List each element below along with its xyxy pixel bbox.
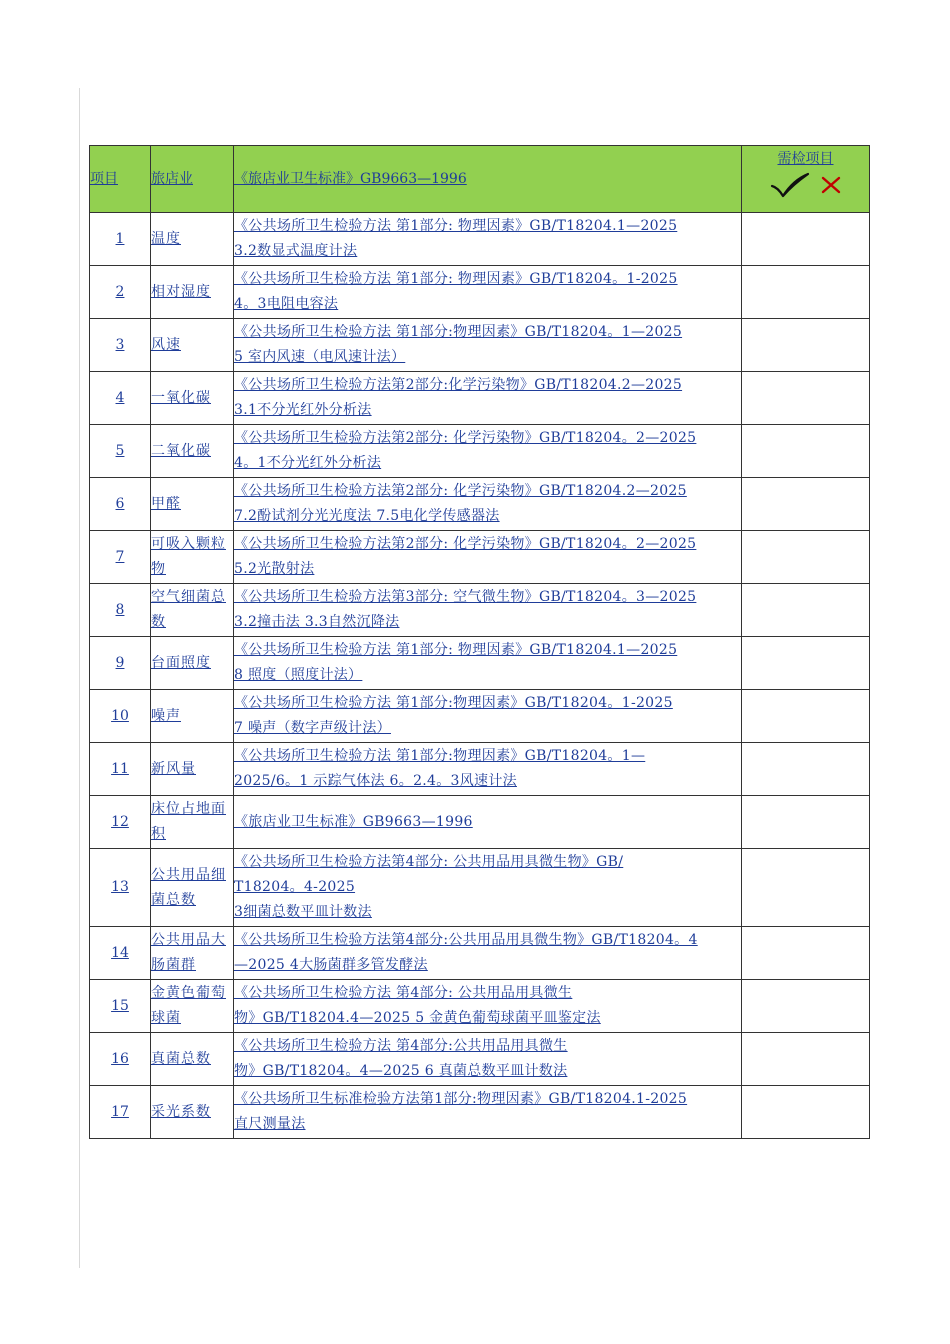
row-required-check[interactable] bbox=[742, 425, 870, 478]
row-required-check[interactable] bbox=[742, 531, 870, 584]
method-line[interactable]: 4。3电阻电容法 bbox=[234, 296, 339, 312]
row-number[interactable]: 13 bbox=[90, 849, 151, 927]
method-line[interactable]: 2025/6。1 示踪气体法 6。2.4。3风速计法 bbox=[234, 773, 517, 789]
method-line[interactable]: 《公共场所卫生检验方法第4部分: 公共用品用具微生物》GB/ bbox=[234, 854, 624, 870]
table-row bbox=[90, 743, 870, 796]
row-item-name[interactable]: 新风量 bbox=[151, 743, 234, 796]
method-line[interactable]: 《旅店业卫生标准》GB9663—1996 bbox=[234, 813, 473, 830]
method-line[interactable]: 《公共场所卫生检验方法第2部分: 化学污染物》GB/T18204。2—2025 bbox=[234, 430, 697, 446]
table-row bbox=[90, 319, 870, 372]
method-line[interactable]: 《公共场所卫生检验方法第4部分:公共用品用具微生物》GB/T18204。4 bbox=[234, 932, 698, 948]
table-row bbox=[90, 849, 870, 927]
row-item-name[interactable]: 二氧化碳 bbox=[151, 425, 234, 478]
row-item-name[interactable]: 甲醛 bbox=[151, 478, 234, 531]
method-line[interactable]: 《公共场所卫生标准检验方法第1部分:物理因素》GB/T18204.1-2025 bbox=[234, 1091, 688, 1107]
row-required-check[interactable] bbox=[742, 980, 870, 1033]
method-line[interactable]: —2025 4大肠菌群多管发酵法 bbox=[234, 957, 428, 973]
row-item-name[interactable]: 台面照度 bbox=[151, 637, 234, 690]
method-line[interactable]: 《公共场所卫生检验方法 第1部分:物理因素》GB/T18204。1—2025 bbox=[234, 324, 683, 340]
method-line[interactable]: 7 噪声（数字声级计法） bbox=[234, 720, 391, 736]
method-line[interactable]: 物》GB/T18204。4—2025 6 真菌总数平皿计数法 bbox=[234, 1063, 568, 1079]
row-number[interactable]: 1 bbox=[90, 213, 151, 266]
method-line[interactable]: 3.2撞击法 3.3自然沉降法 bbox=[234, 614, 400, 630]
row-required-check[interactable] bbox=[742, 1086, 870, 1139]
row-test-method[interactable] bbox=[234, 266, 742, 319]
table-row bbox=[90, 531, 870, 584]
row-test-method[interactable] bbox=[234, 319, 742, 372]
row-required-check[interactable] bbox=[742, 266, 870, 319]
row-item-name[interactable]: 采光系数 bbox=[151, 1086, 234, 1139]
table-header-row bbox=[90, 146, 870, 213]
row-test-method[interactable] bbox=[234, 849, 742, 927]
method-line[interactable]: 5.2光散射法 bbox=[234, 561, 315, 577]
row-item-name[interactable]: 相对湿度 bbox=[151, 266, 234, 319]
header-item[interactable]: 项目 bbox=[90, 146, 151, 213]
method-line[interactable]: 《公共场所卫生检验方法 第1部分: 物理因素》GB/T18204.1—2025 bbox=[234, 642, 678, 658]
row-required-check[interactable] bbox=[742, 796, 870, 849]
row-item-name[interactable]: 空气细菌总数 bbox=[151, 584, 234, 637]
method-line[interactable]: 3细菌总数平皿计数法 bbox=[234, 904, 372, 920]
row-number[interactable]: 10 bbox=[90, 690, 151, 743]
row-test-method[interactable] bbox=[234, 1033, 742, 1086]
row-test-method[interactable] bbox=[234, 425, 742, 478]
row-number[interactable]: 8 bbox=[90, 584, 151, 637]
method-line[interactable]: 《公共场所卫生检验方法 第4部分: 公共用品用具微生 bbox=[234, 985, 573, 1001]
row-required-check[interactable] bbox=[742, 319, 870, 372]
row-test-method[interactable] bbox=[234, 690, 742, 743]
row-test-method[interactable] bbox=[234, 796, 742, 849]
inspection-items-table bbox=[89, 145, 870, 1139]
row-test-method[interactable] bbox=[234, 743, 742, 796]
row-required-check[interactable] bbox=[742, 372, 870, 425]
row-number[interactable]: 6 bbox=[90, 478, 151, 531]
method-line[interactable]: 8 照度（照度计法） bbox=[234, 667, 363, 683]
row-number[interactable]: 7 bbox=[90, 531, 151, 584]
method-line[interactable]: 《公共场所卫生检验方法 第1部分: 物理因素》GB/T18204.1—2025 bbox=[234, 218, 678, 234]
method-line[interactable]: 直尺测量法 bbox=[234, 1116, 306, 1132]
method-line[interactable]: 5 室内风速（电风速计法） bbox=[234, 349, 406, 365]
row-number[interactable]: 2 bbox=[90, 266, 151, 319]
row-item-name[interactable]: 可吸入颗粒物 bbox=[151, 531, 234, 584]
table-row bbox=[90, 266, 870, 319]
table-row bbox=[90, 372, 870, 425]
method-line[interactable]: 《公共场所卫生检验方法第3部分: 空气微生物》GB/T18204。3—2025 bbox=[234, 589, 697, 605]
row-item-name[interactable]: 公共用品大肠菌群 bbox=[151, 927, 234, 980]
row-test-method[interactable] bbox=[234, 478, 742, 531]
row-item-name[interactable]: 公共用品细菌总数 bbox=[151, 849, 234, 927]
row-test-method[interactable] bbox=[234, 927, 742, 980]
table-row bbox=[90, 425, 870, 478]
row-number[interactable]: 5 bbox=[90, 425, 151, 478]
method-line[interactable]: 《公共场所卫生检验方法第2部分: 化学污染物》GB/T18204。2—2025 bbox=[234, 536, 697, 552]
row-number[interactable]: 16 bbox=[90, 1033, 151, 1086]
row-number[interactable]: 14 bbox=[90, 927, 151, 980]
table-row bbox=[90, 584, 870, 637]
method-line[interactable]: 《公共场所卫生检验方法 第4部分:公共用品用具微生 bbox=[234, 1038, 568, 1054]
cross-mark-icon[interactable] bbox=[820, 176, 842, 194]
row-test-method[interactable] bbox=[234, 372, 742, 425]
row-item-name[interactable]: 风速 bbox=[151, 319, 234, 372]
row-item-name[interactable]: 真菌总数 bbox=[151, 1033, 234, 1086]
method-line[interactable]: 3.1不分光红外分析法 bbox=[234, 402, 372, 418]
table-row bbox=[90, 980, 870, 1033]
check-mark-icon[interactable] bbox=[770, 172, 810, 198]
header-required-items bbox=[742, 146, 870, 213]
row-required-check[interactable] bbox=[742, 927, 870, 980]
row-item-name[interactable]: 温度 bbox=[151, 213, 234, 266]
row-required-check[interactable] bbox=[742, 690, 870, 743]
header-standard[interactable]: 《旅店业卫生标准》GB9663—1996 bbox=[234, 146, 742, 213]
table-row bbox=[90, 1086, 870, 1139]
row-test-method[interactable] bbox=[234, 531, 742, 584]
row-number[interactable]: 15 bbox=[90, 980, 151, 1033]
row-required-check[interactable] bbox=[742, 213, 870, 266]
row-number[interactable]: 12 bbox=[90, 796, 151, 849]
table-row bbox=[90, 1033, 870, 1086]
method-line[interactable]: T18204。4-2025 bbox=[234, 879, 356, 895]
row-required-check[interactable] bbox=[742, 478, 870, 531]
method-line[interactable]: 物》GB/T18204.4—2025 5 金黄色葡萄球菌平皿鉴定法 bbox=[234, 1010, 601, 1026]
table-row bbox=[90, 927, 870, 980]
row-item-name[interactable]: 一氧化碳 bbox=[151, 372, 234, 425]
row-test-method[interactable] bbox=[234, 637, 742, 690]
row-required-check[interactable] bbox=[742, 1033, 870, 1086]
row-required-check[interactable] bbox=[742, 637, 870, 690]
row-number[interactable]: 3 bbox=[90, 319, 151, 372]
page-margin-line bbox=[79, 88, 80, 1268]
row-required-check[interactable] bbox=[742, 849, 870, 927]
method-line[interactable]: 4。1不分光红外分析法 bbox=[234, 455, 382, 471]
row-number[interactable]: 4 bbox=[90, 372, 151, 425]
row-item-name[interactable]: 噪声 bbox=[151, 690, 234, 743]
row-test-method[interactable] bbox=[234, 213, 742, 266]
row-test-method[interactable] bbox=[234, 584, 742, 637]
row-item-name[interactable]: 金黄色葡萄球菌 bbox=[151, 980, 234, 1033]
row-test-method[interactable] bbox=[234, 980, 742, 1033]
row-number[interactable]: 11 bbox=[90, 743, 151, 796]
row-test-method[interactable] bbox=[234, 1086, 742, 1139]
header-industry[interactable]: 旅店业 bbox=[151, 146, 234, 213]
method-line[interactable]: 《公共场所卫生检验方法第2部分: 化学污染物》GB/T18204.2—2025 bbox=[234, 483, 687, 499]
method-line[interactable]: 《公共场所卫生检验方法 第1部分: 物理因素》GB/T18204。1-2025 bbox=[234, 271, 678, 287]
table-row bbox=[90, 213, 870, 266]
method-line[interactable]: 3.2数显式温度计法 bbox=[234, 243, 358, 259]
row-number[interactable]: 17 bbox=[90, 1086, 151, 1139]
required-items-label[interactable]: 需检项目 bbox=[777, 151, 834, 167]
table-row bbox=[90, 478, 870, 531]
row-number[interactable]: 9 bbox=[90, 637, 151, 690]
method-line[interactable]: 《公共场所卫生检验方法 第1部分:物理因素》GB/T18204。1— bbox=[234, 748, 646, 764]
row-required-check[interactable] bbox=[742, 584, 870, 637]
table-row bbox=[90, 690, 870, 743]
row-item-name[interactable]: 床位占地面积 bbox=[151, 796, 234, 849]
row-required-check[interactable] bbox=[742, 743, 870, 796]
method-line[interactable]: 7.2酚试剂分光光度法 7.5电化学传感器法 bbox=[234, 508, 500, 524]
table-row bbox=[90, 796, 870, 849]
table-row bbox=[90, 637, 870, 690]
method-line[interactable]: 《公共场所卫生检验方法 第1部分:物理因素》GB/T18204。1-2025 bbox=[234, 695, 673, 711]
method-line[interactable]: 《公共场所卫生检验方法第2部分:化学污染物》GB/T18204.2—2025 bbox=[234, 377, 683, 393]
